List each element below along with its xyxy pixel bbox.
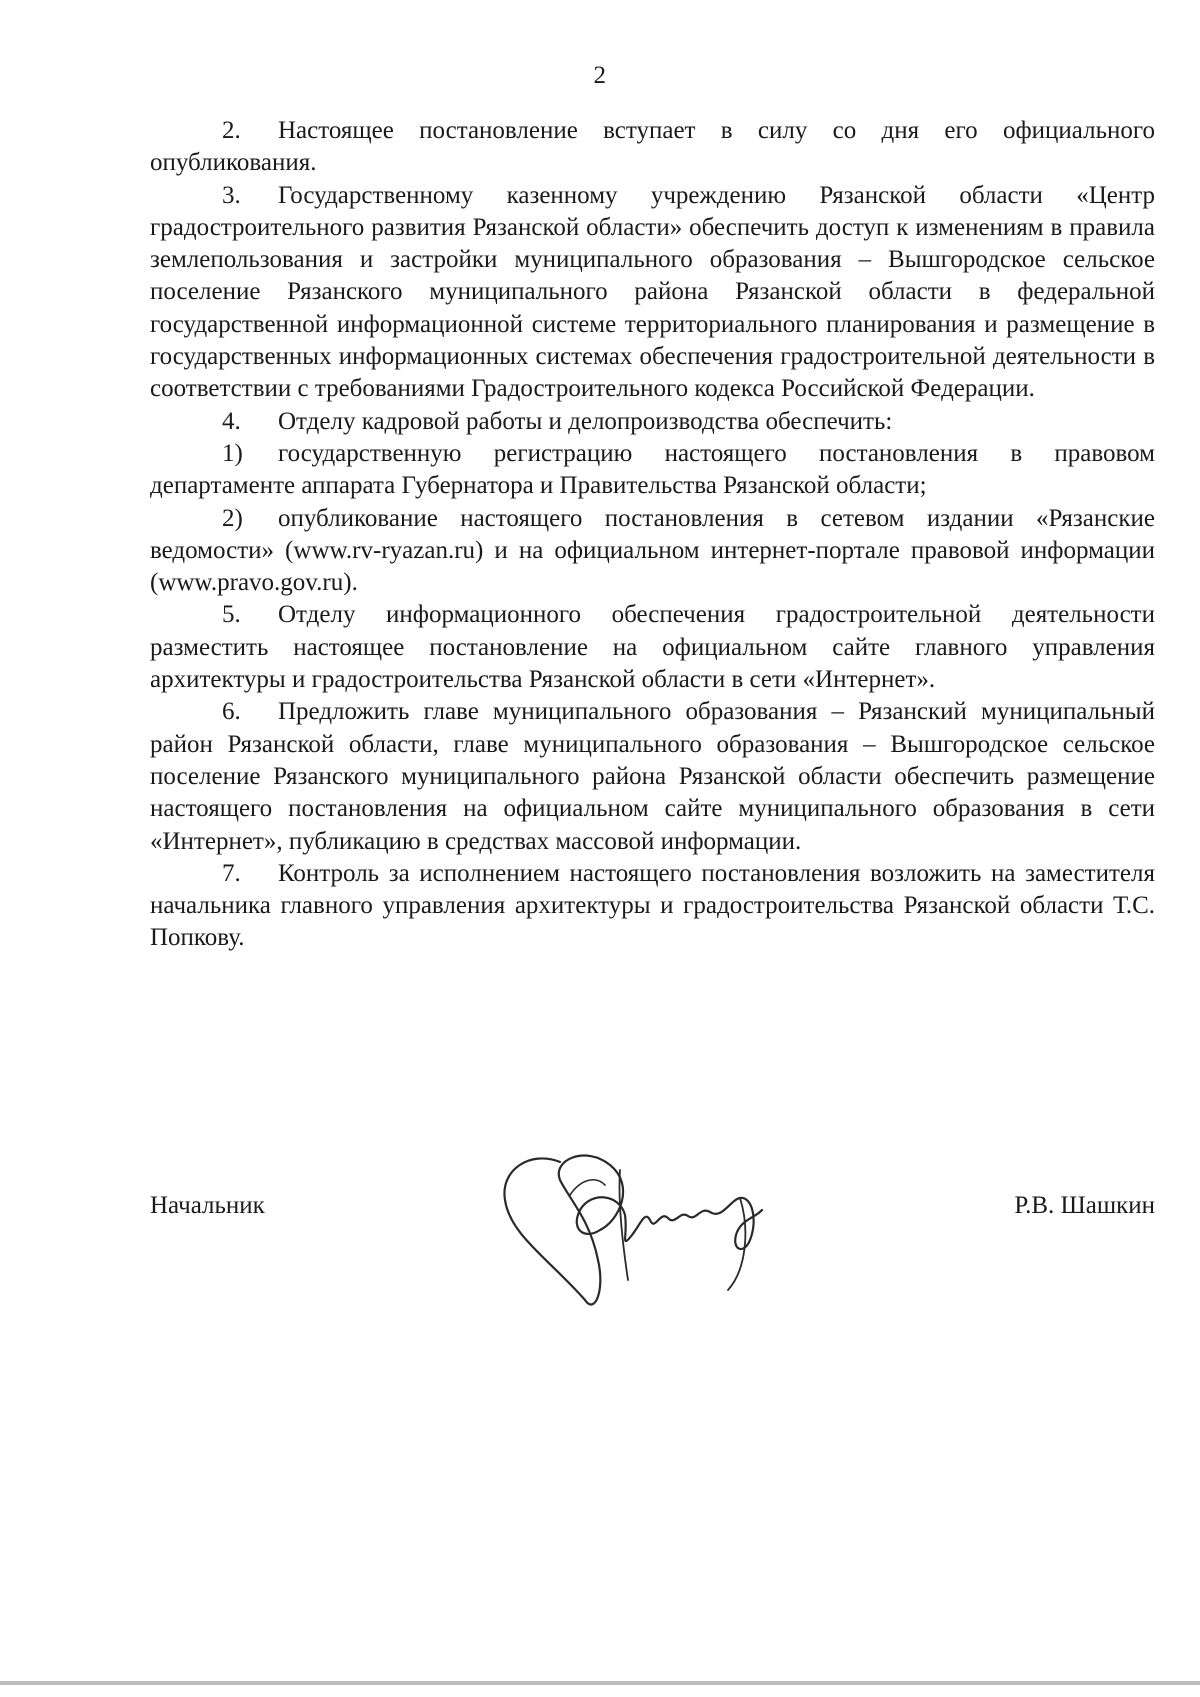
item-number: 6. [222,698,241,726]
item-text: Настоящее постановление вступает в силу со дня его официального опубликования. [150,117,1155,177]
paragraph-item-2 [150,115,1155,180]
item-number: 1) [222,439,243,467]
paragraph-item-5 [150,599,1155,696]
item-number: 3. [222,181,241,209]
item-text: Контроль за исполнением настоящего постановления возложить на заместителя начальника главного управления архитектуры и градостроительства Рязанской области Т.С. Попкову. [150,859,1155,952]
handwritten-signature [500,1140,800,1320]
item-number: 7. [222,859,241,887]
document-body [150,115,1155,955]
paragraph-item-6 [150,696,1155,857]
item-number: 2. [222,117,241,144]
paragraph-item-3 [150,180,1155,406]
paragraph-item-4 [150,406,1155,438]
item-text: Отделу информационного обеспечения градостроительной деятельности разместить настоящее постановление на официальном сайте главного управления архитектуры и градостроительства Рязанской области в сети «Интернет». [150,601,1155,694]
item-text: опубликование настоящего постановления в сетевом издании «Рязанские ведомости» (www.rv-ryazan.ru) и на официальном интернет-портале правовой информации (www.pravo.gov.ru). [150,504,1155,597]
paragraph-item-7 [150,858,1155,955]
signer-title: Начальник [150,1192,265,1219]
signature-block [150,1190,1155,1230]
scan-bottom-edge [0,1681,1200,1685]
paragraph-subitem-2 [150,503,1155,600]
item-text: государственную регистрацию настоящего постановления в правовом департаменте аппарата Губернатора и Правительства Рязанской области; [150,439,1155,500]
item-text: Отделу кадровой работы и делопроизводства обеспечить: [278,407,893,435]
page-number: 2 [593,62,607,89]
item-number: 2) [222,504,243,532]
item-text: Государственному казенному учреждению Рязанской области «Центр градостроительного развития Рязанской области» обеспечить доступ к изменениям в правила землепользования и застройки муниципального образования – Вышгородское сельское поселение Рязанского муниципального района Рязанской области в федеральной государственной информационной системе территориального планирования и размещение в государственных информационных системах обеспечения градостроительной деятельности в соответствии с требованиями Градостроительного кодекса Российской Федерации. [150,181,1155,403]
item-number: 4. [222,407,241,435]
item-number: 5. [222,601,241,629]
paragraph-subitem-1 [150,438,1155,503]
item-text: Предложить главе муниципального образования – Рязанский муниципальный район Рязанской области, главе муниципального образования – Вышгородское сельское поселение Рязанского муниципального района Рязанской области обеспечить размещение настоящего постановления на официальном сайте муниципального образования в сети «Интернет», публикацию в средствах массовой информации. [150,698,1155,855]
signer-name: Р.В. Шашкин [1014,1192,1155,1219]
